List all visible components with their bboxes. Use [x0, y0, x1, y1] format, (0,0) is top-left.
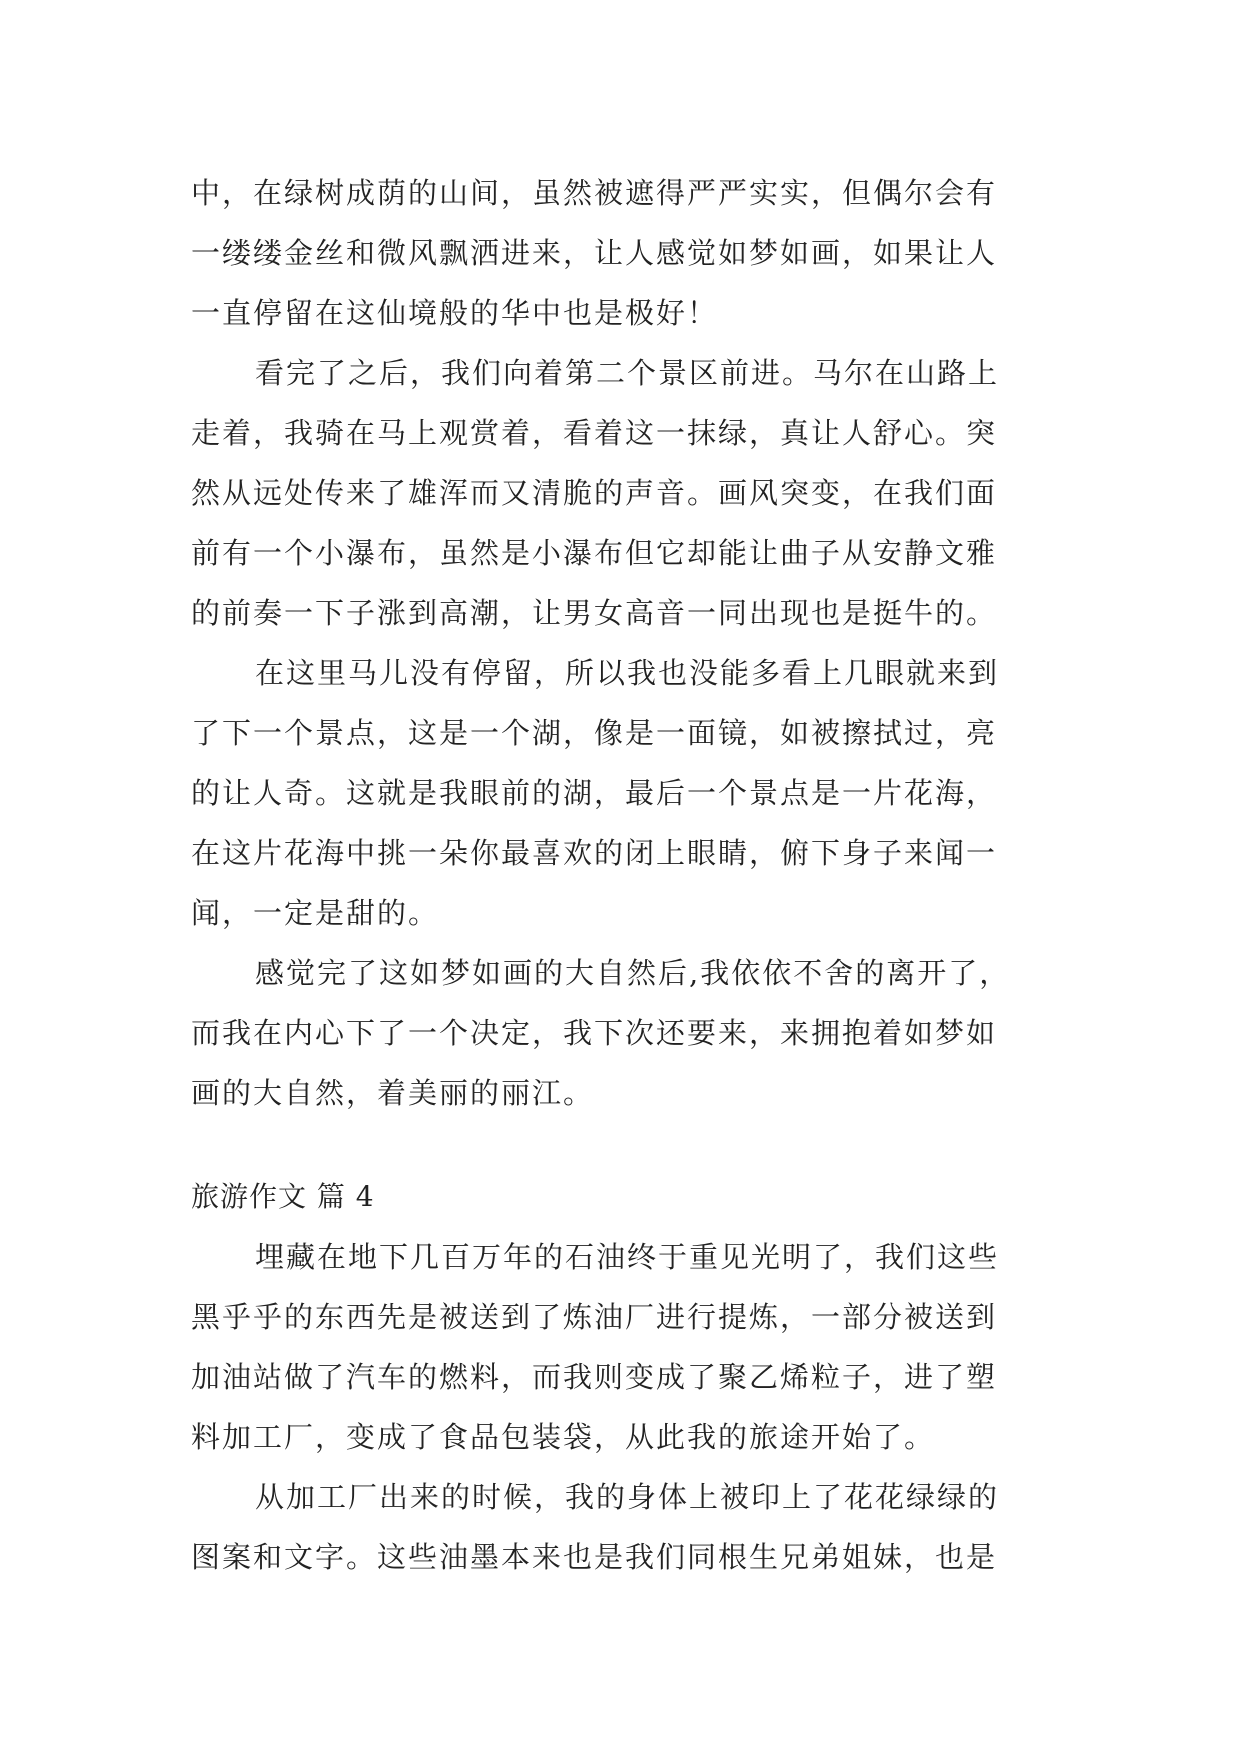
document-body [191, 163, 1061, 1587]
text-line: 而我在内心下了一个决定，我下次还要来，来拥抱着如梦如 [191, 1016, 998, 1050]
text-line: 黑乎乎的东西先是被送到了炼油厂进行提炼，一部分被送到 [191, 1300, 998, 1334]
text-line: 埋藏在地下几百万年的石油终于重见光明了，我们这些 [255, 1240, 1000, 1274]
text-line: 图案和文字。这些油墨本来也是我们同根生兄弟姐妹，也是 [191, 1540, 998, 1574]
text-line: 了下一个景点，这是一个湖，像是一面镜，如被擦拭过，亮 [191, 716, 998, 750]
text-line: 闻，一定是甜的。 [191, 896, 440, 930]
section-title: 旅游作文 篇 4 [191, 1180, 375, 1213]
text-line: 感觉完了这如梦如画的大自然后,我依依不舍的离开了， [255, 956, 1011, 990]
text-line: 加油站做了汽车的燃料，而我则变成了聚乙烯粒子，进了塑 [191, 1360, 998, 1394]
text-line: 一缕缕金丝和微风飘洒进来，让人感觉如梦如画，如果让人 [191, 236, 998, 270]
text-line: 前有一个小瀑布，虽然是小瀑布但它却能让曲子从安静文雅 [191, 536, 998, 570]
paragraph [191, 943, 1061, 1123]
text-line: 的前奏一下子涨到高潮，让男女高音一同出现也是挺牛的。 [191, 596, 998, 630]
text-line: 一直停留在这仙境般的华中也是极好！ [191, 296, 719, 330]
paragraph [191, 643, 1061, 943]
paragraph [191, 1227, 1061, 1467]
text-line: 看完了之后，我们向着第二个景区前进。马尔在山路上 [255, 356, 1000, 390]
text-line: 然从远处传来了雄浑而又清脆的声音。画风突变，在我们面 [191, 476, 998, 510]
text-line: 在这里马儿没有停留，所以我也没能多看上几眼就来到 [255, 656, 1000, 690]
text-line: 画的大自然，着美丽的丽江。 [191, 1076, 595, 1110]
text-line: 在这片花海中挑一朵你最喜欢的闭上眼睛，俯下身子来闻一 [191, 836, 998, 870]
text-line: 中，在绿树成荫的山间，虽然被遮得严严实实，但偶尔会有 [191, 176, 998, 210]
paragraph-continued [191, 163, 1061, 343]
text-line: 走着，我骑在马上观赏着，看着这一抹绿，真让人舒心。突 [191, 416, 998, 450]
text-line: 料加工厂，变成了食品包装袋，从此我的旅途开始了。 [191, 1420, 936, 1454]
paragraph [191, 343, 1061, 643]
text-line: 从加工厂出来的时候，我的身体上被印上了花花绿绿的 [255, 1480, 1000, 1514]
text-line: 的让人奇。这就是我眼前的湖，最后一个景点是一片花海， [191, 776, 998, 810]
paragraph [191, 1467, 1061, 1587]
